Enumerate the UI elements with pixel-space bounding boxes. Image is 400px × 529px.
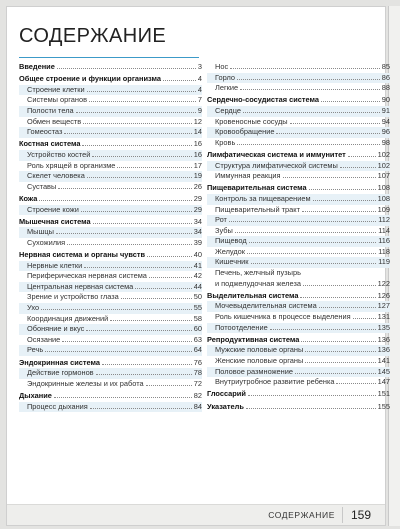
toc-subsection-entry (207, 345, 390, 356)
toc-entry-title: Пищеварительный тракт (215, 204, 300, 214)
toc-entry-page: 107 (377, 171, 390, 181)
toc-entry-page: 72 (193, 378, 202, 388)
toc-entry-page: 135 (377, 322, 390, 332)
toc-entry-title: Половое размножение (215, 366, 293, 376)
toc-entry-page: 44 (193, 281, 202, 291)
toc-section-entry (207, 150, 390, 161)
toc-entry-title: Кишечник (215, 257, 249, 267)
toc-entry-page: 34 (193, 227, 202, 237)
toc-subsection-entry (19, 161, 202, 172)
footer-page-number: 159 (350, 508, 371, 522)
dot-leader (82, 145, 191, 146)
toc-entry-page: 17 (193, 160, 202, 170)
toc-subsection-entry (19, 171, 202, 182)
toc-subsection-entry (207, 106, 390, 117)
toc-entry-page: 102 (377, 149, 390, 159)
toc-subsection-entry (19, 261, 202, 272)
dot-leader (149, 277, 192, 278)
toc-entry-page: 98 (381, 137, 390, 147)
dot-leader (248, 395, 376, 396)
toc-entry-title: Дыхание (19, 390, 52, 400)
toc-entry-title: Внутриутробное развитие ребенка (215, 377, 335, 387)
toc-entry-title: Пищеварительная система (207, 183, 307, 193)
toc-subsection-entry (19, 182, 202, 193)
toc-subsection-entry (207, 73, 390, 84)
toc-section-entry (207, 95, 390, 106)
toc-entry-title: Женские половые органы (215, 356, 304, 365)
toc-entry-page: 14 (193, 127, 202, 137)
toc-subsection-entry (207, 161, 390, 172)
dot-leader (86, 330, 191, 331)
toc-entry-title: Рот (215, 215, 227, 225)
toc-entry-title: Кровеносные сосуды (215, 116, 288, 126)
dot-leader (305, 362, 375, 363)
toc-entry-title: Введение (19, 62, 55, 71)
dot-leader (321, 101, 380, 102)
toc-entry-page: 126 (377, 290, 390, 300)
toc-entry-page: 85 (381, 62, 390, 71)
toc-entry-page: 9 (197, 105, 202, 115)
toc-entry-page: 116 (378, 236, 390, 246)
toc-entry-page: 109 (377, 204, 390, 214)
toc-entry-title: Координация движений (27, 313, 109, 323)
toc-entry-page: 64 (193, 345, 202, 355)
toc-entry-title: Нервная система и органы чувств (19, 250, 146, 260)
toc-entry-title: Кровообращение (215, 127, 275, 137)
page-title: СОДЕРЖАНИЕ (19, 25, 167, 47)
toc-entry-title: Контроль за пищеварением (215, 193, 311, 203)
toc-entry-title: Сухожилия (27, 237, 66, 247)
dot-leader (353, 318, 376, 319)
dot-leader (290, 123, 380, 124)
toc-subsection-entry (19, 150, 202, 161)
dot-leader (146, 385, 192, 386)
toc-entry-title: Обмен веществ (27, 116, 82, 126)
toc-section-entry (19, 217, 202, 228)
toc-subsection-entry (19, 85, 202, 96)
toc-entry-page: 12 (193, 116, 202, 126)
toc-entry-title: Полости тела (27, 105, 74, 115)
toc-entry-title: Обоняние и вкус (27, 324, 85, 334)
dot-leader (309, 189, 376, 190)
dot-leader (64, 133, 191, 134)
toc-subsection-entry (19, 205, 202, 216)
toc-entry-page: 58 (193, 313, 202, 323)
toc-entry-page: 119 (378, 257, 390, 267)
toc-entry-page: 29 (193, 204, 202, 214)
toc-entry-title: Периферическая нервная система (27, 271, 147, 281)
toc-entry-page: 102 (377, 160, 390, 170)
toc-subsection-entry (19, 117, 202, 128)
toc-subsection-entry (19, 324, 202, 335)
toc-subsection-entry (19, 282, 202, 293)
toc-subsection-entry (207, 205, 390, 216)
toc-section-entry (207, 291, 390, 302)
toc-entry-page: 3 (197, 62, 202, 71)
dot-leader (54, 397, 192, 398)
dot-leader (84, 267, 191, 268)
toc-entry-title: Устройство костей (27, 149, 91, 159)
dot-leader (237, 144, 379, 145)
toc-entry-title: Эндокринная система (19, 357, 100, 367)
toc-entry-title: Глоссарий (207, 389, 246, 399)
toc-subsection-entry (207, 301, 390, 312)
toc-entry-title: Структура лимфатической системы (215, 160, 338, 170)
toc-entry-title: Системы органов (27, 95, 88, 105)
toc-section-entry (207, 402, 390, 413)
toc-entry-page: 76 (193, 357, 202, 367)
toc-entry-title: Строение клетки (27, 84, 85, 94)
dot-leader (102, 364, 192, 365)
toc-section-entry (19, 391, 202, 402)
toc-entry-title: Потоотделение (215, 322, 268, 332)
dot-leader (87, 91, 196, 92)
toc-section-entry (19, 250, 202, 261)
dot-leader (93, 223, 192, 224)
dot-leader (251, 263, 377, 264)
dot-leader (39, 200, 191, 201)
dot-leader (270, 329, 376, 330)
toc-subsection-entry (207, 83, 390, 94)
toc-subsection-entry (207, 247, 390, 258)
toc-entry-page: 90 (381, 95, 390, 105)
dot-leader (302, 211, 376, 212)
title-underline (19, 57, 199, 58)
toc-entry-title: и поджелудочная железа (215, 278, 301, 288)
toc-section-entry (19, 139, 202, 150)
toc-entry-title: Лимфатическая система и иммунитет (207, 149, 346, 159)
dot-leader (319, 307, 376, 308)
toc-entry-page: 16 (193, 139, 202, 149)
toc-subsection-entry (19, 379, 202, 390)
dot-leader (76, 112, 196, 113)
toc-entry-title: Действие гормонов (27, 368, 94, 378)
toc-entry-page: 145 (377, 366, 390, 376)
toc-subsection-entry (19, 292, 202, 303)
toc-entry-title: Роль кишечника в процессе выделения (215, 312, 351, 322)
toc-entry-title: Иммунная реакция (215, 171, 281, 181)
dot-leader (230, 68, 380, 69)
toc-subsection-entry (19, 314, 202, 325)
toc-entry-page: 41 (193, 260, 202, 270)
toc-subsection-entry (207, 268, 390, 279)
toc-subsection-entry (207, 226, 390, 237)
dot-leader (240, 89, 380, 90)
dot-leader (229, 221, 376, 222)
dot-leader (336, 383, 375, 384)
toc-entry-page: 108 (377, 183, 390, 193)
toc-entry-title: Костная система (19, 139, 81, 149)
toc-subsection-entry (207, 236, 390, 247)
toc-entry-title: Сердечно-сосудистая система (207, 95, 320, 105)
dot-leader (295, 373, 376, 374)
dot-leader (56, 233, 192, 234)
toc-entry-page: 114 (378, 225, 390, 235)
toc-subsection-entry (207, 377, 390, 388)
toc-entry-title: Строение кожи (27, 204, 79, 214)
toc-entry-title: Указатель (207, 401, 244, 411)
toc-entry-page: 88 (381, 83, 390, 93)
dot-leader (135, 288, 191, 289)
toc-entry-page: 40 (193, 250, 202, 260)
toc-entry-title: Мышечная система (19, 216, 91, 226)
dot-leader (243, 112, 380, 113)
toc-subsection-entry (207, 279, 390, 290)
toc-entry-page: 96 (381, 127, 390, 137)
toc-entry-page: 29 (193, 193, 202, 203)
toc-subsection-entry (19, 127, 202, 138)
toc-entry-title: Пищевод (215, 236, 247, 246)
toc-entry-page: 7 (197, 95, 202, 105)
toc-entry-page: 108 (377, 193, 390, 203)
toc-entry-page: 4 (197, 74, 202, 84)
toc-subsection-entry (19, 106, 202, 117)
toc-entry-title: Нервные клетки (27, 260, 83, 270)
dot-leader (163, 80, 196, 81)
dot-leader (313, 200, 376, 201)
toc-entry-title: Легкие (215, 83, 239, 93)
toc-entry-page: 94 (381, 116, 390, 126)
toc-entry-page: 84 (193, 401, 202, 411)
toc-entry-title: Роль хрящей в организме (27, 160, 116, 170)
toc-entry-title: Гомеостаз (27, 127, 63, 137)
toc-entry-page: 42 (193, 271, 202, 281)
toc-entry-page: 4 (197, 84, 202, 94)
toc-subsection-entry (19, 303, 202, 314)
dot-leader (96, 374, 192, 375)
toc-entry-page: 50 (193, 292, 202, 302)
toc-section-entry (207, 389, 390, 400)
toc-entry-title: Мышцы (27, 227, 54, 237)
toc-entry-title: Выделительная система (207, 290, 299, 300)
dot-leader (246, 408, 376, 409)
toc-entry-title: Кожа (19, 193, 38, 203)
toc-subsection-entry (207, 127, 390, 138)
dot-leader (235, 232, 376, 233)
dot-leader (117, 167, 191, 168)
toc-entry-page: 82 (193, 390, 202, 400)
dot-leader (348, 156, 376, 157)
toc-subsection-entry (19, 335, 202, 346)
dot-leader (303, 285, 376, 286)
toc-entry-title: Кровь (215, 137, 236, 147)
toc-entry-title: Горло (215, 72, 235, 82)
toc-subsection-entry (207, 62, 390, 73)
dot-leader (89, 101, 196, 102)
toc-entry-title: Печень, желчный пузырь (215, 268, 301, 278)
dot-leader (81, 211, 192, 212)
toc-entry-title: Сердце (215, 105, 241, 115)
toc-section-entry (207, 183, 390, 194)
toc-entry-page: 136 (377, 334, 390, 344)
toc-entry-title: Желудок (215, 246, 246, 256)
toc-entry-page: 26 (193, 181, 202, 191)
dot-leader (340, 167, 376, 168)
toc-entry-title: Речь (27, 345, 44, 355)
toc-entry-page: 86 (381, 72, 390, 82)
toc-section-entry (207, 335, 390, 346)
toc-entry-page: 151 (377, 389, 390, 399)
toc-section-entry (19, 194, 202, 205)
toc-entry-page: 78 (193, 368, 202, 378)
toc-subsection-entry (19, 227, 202, 238)
dot-leader (276, 133, 379, 134)
footer-divider (342, 507, 343, 523)
dot-leader (62, 341, 192, 342)
dot-leader (90, 408, 192, 409)
dot-leader (83, 123, 192, 124)
dot-leader (110, 320, 191, 321)
dot-leader (305, 351, 375, 352)
toc-subsection-entry (207, 194, 390, 205)
toc-entry-page: 19 (193, 171, 202, 181)
toc-entry-page: 127 (377, 301, 390, 311)
toc-entry-title: Общее строение и функции организма (19, 74, 161, 84)
toc-entry-page: 34 (193, 216, 202, 226)
toc-subsection-entry (19, 345, 202, 356)
dot-leader (283, 177, 376, 178)
toc-subsection-entry (19, 368, 202, 379)
toc-entry-title: Зрение и устройство глаза (27, 292, 119, 302)
toc-entry-page: 147 (377, 377, 390, 387)
toc-entry-page: 16 (193, 149, 202, 159)
dot-leader (67, 244, 192, 245)
toc-entry-page: 55 (193, 303, 202, 313)
toc-section-entry (19, 74, 202, 85)
toc-section-entry (19, 62, 202, 73)
dot-leader (247, 253, 376, 254)
toc-subsection-entry (207, 323, 390, 334)
dot-leader (58, 188, 191, 189)
toc-entry-title: Мочевыделительная система (215, 301, 317, 311)
toc-entry-title: Осязание (27, 334, 61, 344)
toc-subsection-entry (19, 238, 202, 249)
toc-entry-page: 91 (381, 105, 390, 115)
toc-entry-title: Эндокринные железы и их работа (27, 378, 144, 388)
page-footer (7, 504, 385, 525)
toc-entry-page: 112 (378, 215, 390, 225)
dot-leader (45, 351, 192, 352)
toc-entry-page: 60 (193, 324, 202, 334)
toc-subsection-entry (19, 95, 202, 106)
dot-leader (249, 242, 377, 243)
toc-left-column (19, 62, 202, 412)
dot-leader (147, 256, 192, 257)
toc-subsection-entry (19, 271, 202, 282)
dot-leader (121, 298, 192, 299)
toc-subsection-entry (207, 138, 390, 149)
toc-subsection-entry (207, 312, 390, 323)
toc-entry-page: 39 (193, 237, 202, 247)
toc-entry-page: 136 (377, 345, 390, 355)
toc-subsection-entry (207, 171, 390, 182)
toc-subsection-entry (207, 215, 390, 226)
toc-entry-page: 122 (377, 278, 390, 288)
toc-entry-title: Суставы (27, 181, 57, 191)
toc-entry-title: Зубы (215, 225, 233, 235)
toc-entry-title: Скелет человека (27, 171, 85, 181)
toc-subsection-entry (207, 356, 390, 367)
toc-section-entry (19, 358, 202, 369)
toc-entry-page: 141 (377, 356, 390, 365)
dot-leader (41, 309, 192, 310)
dot-leader (92, 156, 191, 157)
dot-leader (237, 79, 380, 80)
toc-entry-title: Нос (215, 62, 229, 71)
toc-subsection-entry (207, 117, 390, 128)
toc-subsection-entry (207, 257, 390, 268)
footer-section-label: СОДЕРЖАНИЕ (268, 510, 335, 520)
toc-entry-title: Репродуктивная система (207, 334, 300, 344)
toc-entry-page: 155 (377, 401, 390, 411)
dot-leader (87, 177, 192, 178)
toc-entry-page: 131 (377, 312, 390, 322)
toc-entry-page: 63 (193, 334, 202, 344)
dot-leader (57, 68, 196, 69)
toc-entry-title: Мужские половые органы (215, 345, 304, 355)
toc-entry-title: Центральная нервная система (27, 281, 134, 291)
dot-leader (301, 341, 375, 342)
toc-subsection-entry (19, 402, 202, 413)
dot-leader (300, 297, 375, 298)
toc-right-column (207, 62, 390, 412)
book-page (6, 6, 390, 526)
toc-subsection-entry (207, 367, 390, 378)
toc-entry-title: Процесс дыхания (27, 401, 88, 411)
toc-entry-page: 118 (378, 246, 390, 256)
toc-entry-title: Ухо (27, 303, 40, 313)
